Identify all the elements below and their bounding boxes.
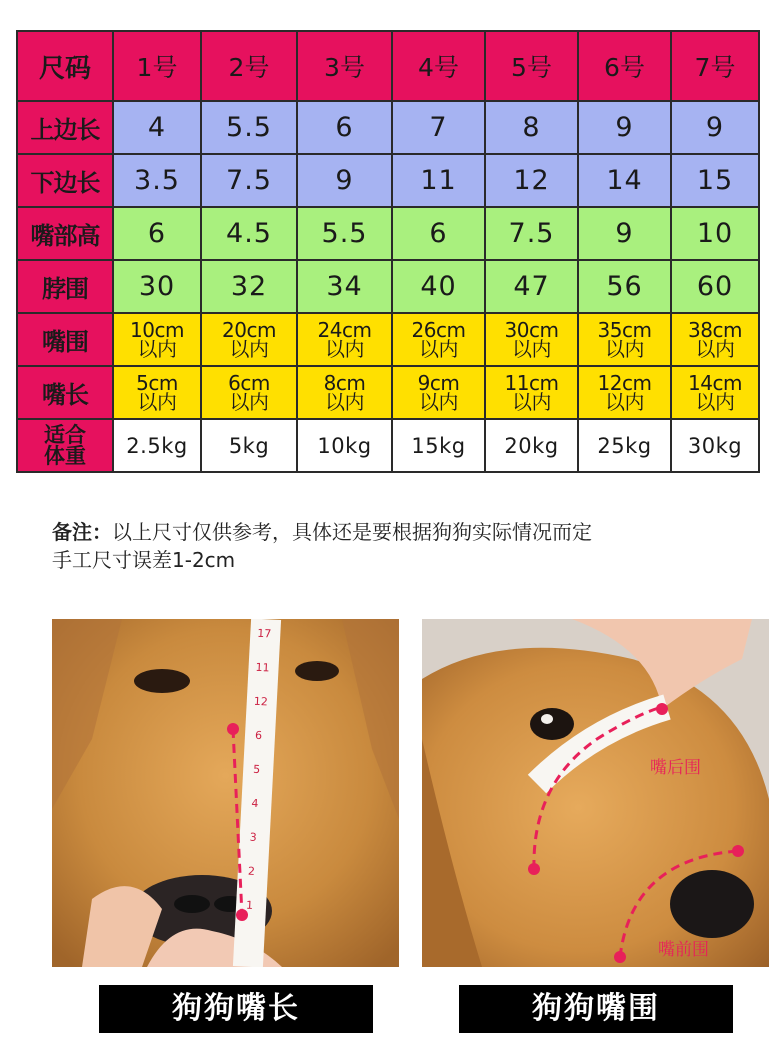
caption-muzzle-length: 狗狗嘴长: [99, 985, 373, 1033]
cell-qualifier: 以内: [695, 389, 735, 414]
table-cell: 10: [671, 207, 759, 260]
table-cell: [392, 366, 485, 419]
table-cell: 10kg: [297, 419, 392, 472]
table-cell: 7.5: [485, 207, 578, 260]
label-back-girth: 嘴后围: [650, 758, 701, 778]
table-cell: [297, 313, 392, 366]
tape-mark: 4: [251, 796, 259, 811]
cell-qualifier: 以内: [419, 389, 458, 414]
cell-value: 8cm: [323, 370, 366, 395]
cell-value: 20cm: [222, 317, 276, 342]
row-bottom-length: [17, 154, 759, 207]
cell-value: 24cm: [317, 317, 372, 342]
row-label-line-2: 体重: [44, 443, 86, 468]
table-cell: [297, 366, 392, 419]
cell-qualifier: 以内: [137, 389, 177, 414]
table-cell: 9: [671, 101, 759, 154]
table-cell: 34: [297, 260, 392, 313]
table-cell: [671, 366, 759, 419]
cell-value: 30cm: [504, 317, 559, 342]
row-weight: [17, 419, 759, 472]
cell-qualifier: 以内: [325, 389, 364, 414]
size-3: 3号: [297, 31, 392, 101]
table-cell: 60: [671, 260, 759, 313]
row-label: 嘴围: [17, 313, 113, 366]
cell-value: 38cm: [688, 317, 742, 342]
table-cell: 20kg: [485, 419, 578, 472]
table-cell: 12: [485, 154, 578, 207]
cell-value: 12cm: [597, 370, 652, 395]
table-cell: 47: [485, 260, 578, 313]
note-text: 以上尺寸仅供参考，具体还是要根据狗狗实际情况而定: [112, 520, 592, 544]
row-label: 嘴部高: [17, 207, 113, 260]
cell-value: 6cm: [228, 370, 270, 395]
cell-value: 14cm: [688, 370, 742, 395]
row-neck: [17, 260, 759, 313]
table-cell: 9: [578, 101, 671, 154]
table-cell: 4: [113, 101, 201, 154]
table-cell: [201, 313, 297, 366]
muzzle-length-photo: [52, 619, 399, 967]
cell-value: 10cm: [130, 317, 184, 342]
tape-mark: 11: [255, 660, 270, 675]
table-cell: 6: [113, 207, 201, 260]
cell-qualifier: 以内: [512, 336, 551, 361]
table-cell: 14: [578, 154, 671, 207]
dog-illustration: [422, 619, 769, 967]
row-muzzle-height: [17, 207, 759, 260]
tape-mark: 2: [247, 864, 256, 878]
size-header-row: [17, 31, 759, 101]
cell-qualifier: 以内: [605, 336, 644, 361]
tape-mark: 3: [249, 830, 258, 845]
cell-value: 11cm: [504, 370, 559, 395]
row-muzzle-girth: [17, 313, 759, 366]
caption-muzzle-girth: 狗狗嘴围: [459, 985, 733, 1033]
muzzle-girth-photo: [422, 619, 769, 967]
size-note: [52, 518, 592, 574]
table-cell: 30kg: [671, 419, 759, 472]
row-label: [17, 419, 113, 472]
tape-mark: 5: [252, 762, 261, 777]
table-cell: 25kg: [578, 419, 671, 472]
row-label: 嘴长: [17, 366, 113, 419]
table-cell: 2.5kg: [113, 419, 201, 472]
note-label: 备注：: [52, 520, 112, 544]
table-cell: [113, 366, 201, 419]
table-cell: 7.5: [201, 154, 297, 207]
table-cell: 6: [392, 207, 485, 260]
size-1: 1号: [113, 31, 201, 101]
cell-qualifier: 以内: [325, 336, 364, 361]
label-front-girth: 嘴前围: [658, 940, 709, 960]
dog-illustration: [52, 619, 399, 967]
cell-value: 26cm: [411, 317, 466, 342]
tape-mark: 17: [257, 626, 272, 641]
cell-value: 9cm: [417, 370, 460, 395]
cell-qualifier: 以内: [695, 336, 735, 361]
table-cell: 9: [578, 207, 671, 260]
table-cell: 3.5: [113, 154, 201, 207]
table-cell: 5.5: [201, 101, 297, 154]
row-label: 脖围: [17, 260, 113, 313]
table-cell: 56: [578, 260, 671, 313]
table-cell: [485, 366, 578, 419]
table-cell: 7: [392, 101, 485, 154]
size-4: 4号: [392, 31, 485, 101]
table-cell: 6: [297, 101, 392, 154]
size-7: 7号: [671, 31, 759, 101]
row-muzzle-length: [17, 366, 759, 419]
size-corner-label: 尺码: [17, 31, 113, 101]
size-table: [16, 30, 760, 473]
table-cell: 5kg: [201, 419, 297, 472]
table-cell: 40: [392, 260, 485, 313]
table-cell: 32: [201, 260, 297, 313]
cell-qualifier: 以内: [137, 336, 177, 361]
tape-mark: 12: [253, 694, 269, 709]
size-2: 2号: [201, 31, 297, 101]
tape-mark: 1: [245, 898, 254, 912]
note-line-2: 手工尺寸误差1-2cm: [52, 548, 236, 572]
table-cell: [113, 313, 201, 366]
table-cell: 30: [113, 260, 201, 313]
table-cell: [392, 313, 485, 366]
row-label-line-1: 适合: [44, 422, 86, 447]
cell-qualifier: 以内: [512, 389, 551, 414]
row-top-length: [17, 101, 759, 154]
note-line-1: [52, 518, 592, 546]
table-cell: [578, 366, 671, 419]
table-cell: 5.5: [297, 207, 392, 260]
cell-qualifier: 以内: [605, 389, 644, 414]
row-label: 上边长: [17, 101, 113, 154]
cell-qualifier: 以内: [229, 389, 269, 414]
row-label: 下边长: [17, 154, 113, 207]
cell-qualifier: 以内: [419, 336, 458, 361]
size-6: 6号: [578, 31, 671, 101]
table-cell: 9: [297, 154, 392, 207]
cell-qualifier: 以内: [229, 336, 269, 361]
table-cell: 15kg: [392, 419, 485, 472]
table-cell: [485, 313, 578, 366]
cell-value: 5cm: [136, 370, 178, 395]
table-cell: [201, 366, 297, 419]
table-cell: 15: [671, 154, 759, 207]
table-cell: 8: [485, 101, 578, 154]
size-5: 5号: [485, 31, 578, 101]
table-cell: [671, 313, 759, 366]
tape-mark: 6: [254, 728, 263, 743]
table-cell: 4.5: [201, 207, 297, 260]
cell-value: 35cm: [597, 317, 652, 342]
table-cell: 11: [392, 154, 485, 207]
table-cell: [578, 313, 671, 366]
